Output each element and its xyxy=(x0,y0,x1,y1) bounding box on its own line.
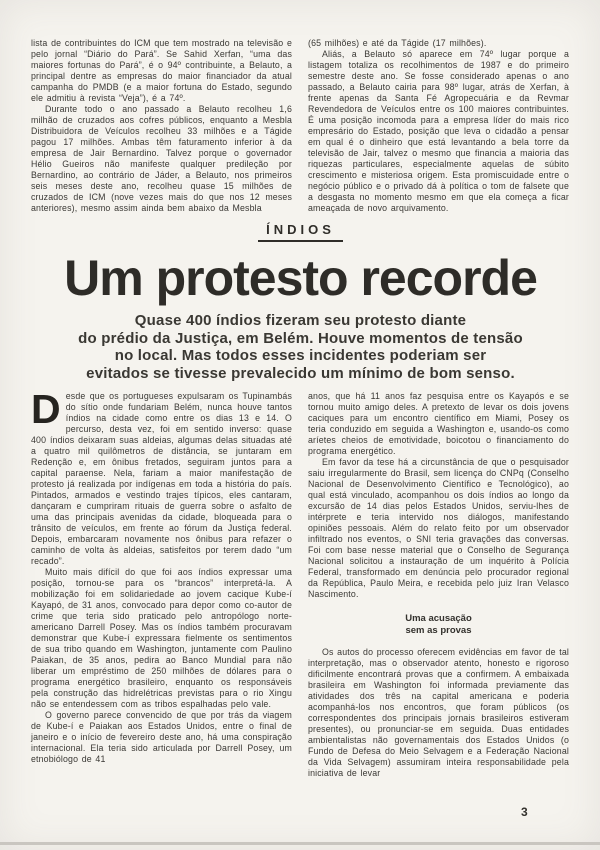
deck-line: no local. Mas todos esses incidentes poderiam ser xyxy=(114,347,487,364)
deck-line: evitados se tivesse prevalecido um mínimo de bom senso. xyxy=(86,364,515,382)
body-left-column xyxy=(31,386,292,779)
deck-line: do prédio da Justiça, em Belém. Houve momentos de tensão xyxy=(78,329,523,347)
body-right-column xyxy=(308,391,569,779)
dropcap: D xyxy=(31,386,61,432)
paragraph: Muito mais difícil do que foi aos índios expressar uma posição, tornou-se para os “brancos” interpretá-la. A mobilização foi em solidariedade ao jovem cacique Kube-í Kayapó, de 31 anos, convocado para depor como co-autor de crime que teria sido praticado pelo antropólogo norte-americano Darrell Posey. Mas os índios também procuravam demonstrar que Kube-í expressara fielmente os sentimentos de sua tribo quando em Washington, juntamente com Paulino Paiakan, de 35 anos, pedira ao Banco Mundial para não liberar um empréstimo de 250 milhões de dólares para o programa energético brasileiro, enquanto os responsáveis pela construção das hidrelétricas previstas para o rio Xingu não se entendessem com as tribos espalhadas pelo vale. xyxy=(31,567,292,709)
paragraph: anos, que há 11 anos faz pesquisa entre os Kayapós e se tornou muito amigo deles. A pretexto de levar os dois jovens caciques para um encontro científico em Miami, Posey os teria conduzido em seguida a Washington e, usando-os como aríetes cheios de emotividade, boicotou o financiamento do programa energético. xyxy=(308,391,569,456)
article-body xyxy=(31,386,570,779)
top-article-left-column xyxy=(31,38,292,214)
bottom-edge-line xyxy=(0,842,600,845)
paragraph: Aliás, a Belauto só aparece em 74º lugar porque a listagem totaliza os recolhimentos de 1987 e do primeiro semestre deste ano. Se fosse considerado apenas o ano passado, a Belauto cairia para 98º lugar, atrás de Xerfan, à frente apenas da Santa Fé Agropecuária e da Revmar Revendedora de Veículos entre os 100 maiores contribuintes. É uma posição incomoda para a empresa líder do mais rico empresário do Estado, posição que leva o cidadão a pensar em qual é o dinheiro que está levantando a bela torre da televisão de Jair, talvez o mesmo que financia a maioria das riquezas particulares, especialmente aquelas de súbito crescimento e misteriosa origem. Esta promiscuidade entre o negócio público e o privado dá à política o tom de falsete que a desgasta no momento mesmo em que ela começa a ficar ameaçada de novo arquivamento. xyxy=(308,49,569,213)
deck-line: Quase 400 índios fizeram seu protesto diante xyxy=(134,312,467,329)
paragraph: lista de contribuintes do ICM que tem mostrado na televisão e pelo jornal “Diário do Pará”. Se Sahid Xerfan, “uma das maiores fortunas do Pará”, é o 94º contribuinte, a Belauto, a principal dentre as empresas do maior financiador da atual campanha do PMDB (e a maior fortuna do Estado, segundo ele admitiu à revista “Veja”), é a 74º. xyxy=(31,38,292,103)
paragraph: O governo parece convencido de que por trás da viagem de Kube-í e Paiakan aos Estados Unidos, entre o final de janeiro e o início de fevereiro deste ano, há uma conspiração internacional. Ela teria sido articulada por Darrell Posey, um etnobiólogo de 41 xyxy=(31,710,292,764)
page-number: 3 xyxy=(521,805,528,819)
section-kicker: ÍNDIOS xyxy=(258,222,343,242)
headline: Um protesto recorde xyxy=(64,250,537,306)
top-article-right-column xyxy=(308,38,569,214)
paragraph-with-dropcap xyxy=(31,386,292,567)
subhead xyxy=(308,613,569,637)
subhead-line: Uma acusação xyxy=(405,613,472,624)
top-article xyxy=(31,38,570,214)
kicker-row xyxy=(31,221,570,242)
paragraph-text: esde que os portugueses expulsaram os Tupinambás do sítio onde fundariam Belém, nunca houve tantos índios na cidade como entre os dias 13 e 14. O percurso, desta vez, foi em sentido inverso: quase 400 índios deixaram suas aldeias, algumas delas situadas até a quatro mil quilômetros de distância, se juntaram em Redenção e, em ônibus fretados, seguiram juntos para a capital paraense. Nela, fariam a maior manifestação de protesto já realizada por indígenas em toda a história do país. Pintados, armados e vestindo trajes típicos, eles cantaram, dançaram e cumpriram rituais de guerra sobre o asfalto de uma das principais avenidas da cidade, bloqueada para o trânsito de veículos, em frente ao fórum da Justiça federal. Depois, embarcaram novamente nos ônibus para refazer o caminho de volta às aldeias, satisfeitos por terem dado “um recado”. xyxy=(31,391,292,566)
subhead-line: sem as provas xyxy=(405,625,472,636)
paragraph: Durante todo o ano passado a Belauto recolheu 1,6 milhão de cruzados aos cofres públicos, enquanto a Mesbla Distribuidora de Veículos recolheu 33 milhões e a Tágide pagou 17 milhões. Ambas têm faturamento inferior à da empresa de Jair Bernardino. Talvez porque o governador Hélio Gueiros não manifeste qualquer predileção por Bernardino, ao contrário de Jáder, a Belauto, nos primeiros seis meses deste ano, recolheu quase 15 milhões de cruzados de ICM (nove vezes mais do que nos 12 meses anteriores), mesmo assim ainda bem abaixo da Mesbla xyxy=(31,104,292,213)
paragraph: Os autos do processo oferecem evidências em favor de tal interpretação, mas o observador atento, honesto e rigoroso dificilmente encontrará provas que a confirmem. A embaixada brasileira em Washington foi informada previamente das atividades dos três na capital americana e poderia acompanhá-los nos encontros, que foram públicos (os correspondentes dos principais jornais brasileiros estiveram presentes), ou pronunciar-se em seguida. Duas entidades ambientalistas não governamentais dos Estados Unidos (o Fundo de Defesa do Meio Selvagem e a Federação Nacional da Vida Selvagem) assumiram inteira responsabilidade pela iniciativa de levar xyxy=(308,647,569,778)
deck xyxy=(31,312,570,382)
paragraph: Em favor da tese há a circunstância de que o pesquisador saiu irregularmente do Brasil, sem licença do CNPq (Conselho Nacional de Desenvolvimento Científico e Tecnológico), ao qual está vinculado, acompanhou os dois índios ao longo da excursão de 14 dias pelos Estados Unidos, serviu-lhes de intérprete e teria intervido nos diálogos, manifestando opiniões pessoais. Além do relato feito por um observador infiltrado nos eventos, o SNI teria gravações das conversas. Foi com base nesse material que o Conselho de Segurança Nacional solicitou a instauração de um inquérito à Polícia Federal, transformado em denúncia pelo procurador regional da República, Paulo Meira, e recebida pelo juiz Iran Velasco Nascimento. xyxy=(308,457,569,599)
paragraph: (65 milhões) e até da Tágide (17 milhões). xyxy=(308,38,487,48)
